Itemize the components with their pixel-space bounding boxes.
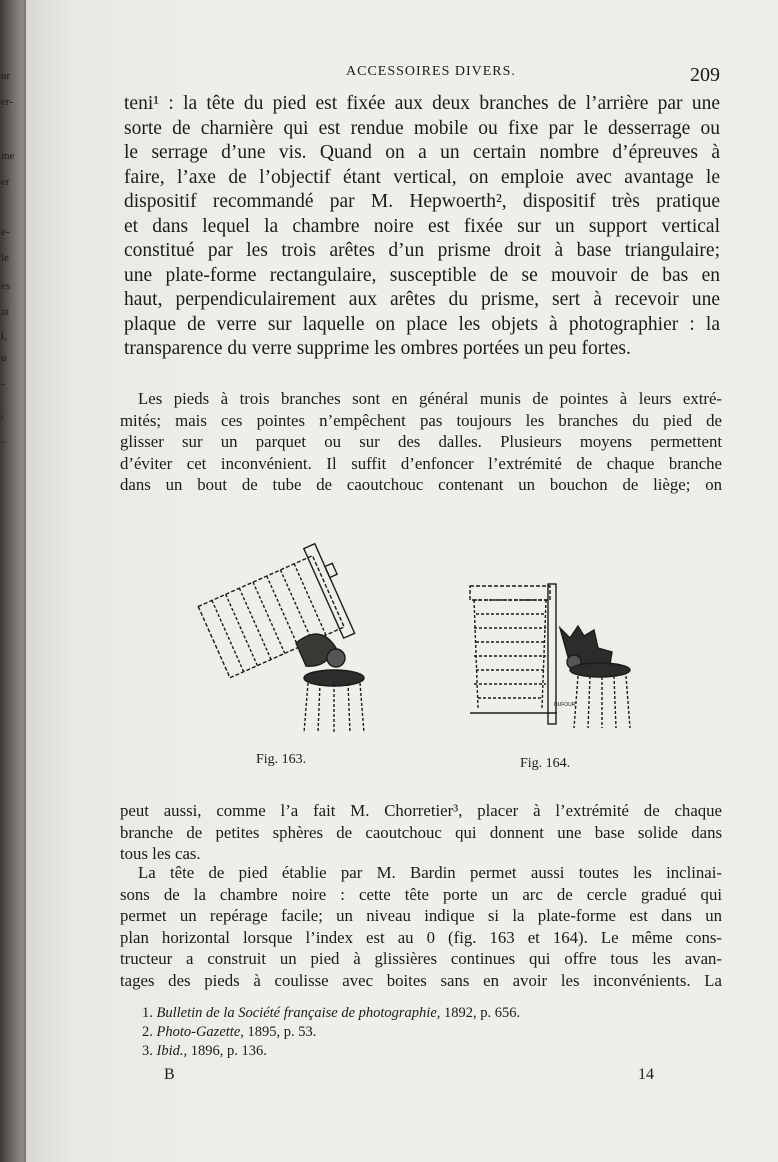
text-line: glisser sur un parquet ou sur des dalles. Plusieurs moyens permettent (120, 432, 722, 451)
text-line: peut aussi, comme l’a fait M. Chorretier³, placer à l’extrémité de chaque (120, 801, 722, 820)
text-line: Les pieds à trois branches sont en général munis de pointes à leurs extré- (138, 389, 722, 408)
signature-mark: B (164, 1066, 175, 1083)
text-line: plaque de verre sur laquelle on place les objets à photographier : la (124, 313, 720, 335)
margin-fragment: ; (1, 408, 5, 420)
text-line: permet un repérage facile; un niveau indique si la plate-forme est dans un (120, 906, 722, 925)
text-line: plan horizontal lorsque l’index est au 0 (fig. 163 et 164). Le même cons- (120, 927, 722, 947)
text-line: d’éviter cet inconvénient. Il suffit d’enfoncer l’extrémité de chaque branche (120, 453, 722, 473)
footnote-2: 2. Photo-Gazette, 1895, p. 53. (142, 1024, 317, 1040)
sheet-number: 14 (638, 1066, 654, 1083)
margin-fragment: ur (1, 70, 11, 82)
engraver-mark: DUFOUR (554, 702, 576, 708)
margin-fragment: er- (1, 96, 13, 108)
text-line: dans un bout de tube de caoutchouc contenant un bouchon de liège; on (120, 475, 722, 494)
text-line: constitué par les trois arêtes d’un prisme droit à base triangulaire; (124, 240, 720, 261)
paragraph-1 (124, 92, 720, 362)
figure-164-camera-vertical (462, 578, 642, 738)
previous-page-edge (0, 0, 26, 1162)
margin-fragment: - (1, 378, 5, 390)
margin-fragment: er (1, 176, 10, 188)
page-number: 209 (690, 64, 720, 86)
text-line: et dans lequel la chambre noire est fixée sur un support vertical (124, 215, 720, 237)
footnote-3: 3. Ibid., 1896, p. 136. (142, 1043, 267, 1059)
text-line: transparence du verre supprime les ombres portées un peu fortes. (124, 338, 631, 359)
text-line: teni¹ : la tête du pied est fixée aux deux branches de l’arrière par une (124, 93, 720, 114)
margin-fragment: at (1, 306, 9, 318)
text-line: haut, perpendiculairement aux arêtes du prisme, sert à recevoir une (124, 289, 720, 310)
text-line: faire, l’axe de l’objectif étant vertical, on emploie avec avantage le (124, 166, 720, 188)
text-line: La tête de pied établie par M. Bardin permet aussi toutes les inclinai- (138, 863, 722, 882)
text-line: sons de la chambre noire : cette tête porte un arc de cercle gradué qui (120, 884, 722, 904)
text-line: tructeur a construit un pied à glissières continues qui offre tous les avan- (120, 949, 722, 968)
book-page (26, 0, 778, 1162)
text-line: branche de petites sphères de caoutchouc qui donnent une base solide dans (120, 822, 722, 842)
margin-fragment: le (1, 252, 9, 264)
margin-fragment: es (1, 280, 11, 292)
figure-163-caption: Fig. 163. (256, 752, 307, 767)
paragraph-2 (120, 388, 722, 496)
footnote-1: 1. Bulletin de la Société française de photographie, 1892, p. 656. (142, 1005, 521, 1021)
text-line: sorte de charnière qui est rendue mobile ou fixe par le desserrage ou (124, 117, 720, 139)
text-line: une plate-forme rectangulaire, susceptible de se mouvoir de bas en (124, 264, 720, 286)
margin-fragment: - (1, 436, 5, 448)
text-line: tages des pieds à coulisse avec boites sans en avoir les inconvénients. La (120, 970, 722, 990)
margin-fragment: e- (1, 226, 10, 238)
text-line: dispositif recommandé par M. Hepwoerth², dispositif très pratique (124, 191, 720, 212)
margin-fragment: me (1, 150, 15, 162)
paragraph-3 (120, 800, 722, 865)
paragraph-4 (120, 862, 722, 991)
figure-164-caption: Fig. 164. (520, 756, 571, 771)
figure-163-camera-tilted (186, 518, 376, 738)
text-line: mités; mais ces pointes n’empêchent pas toujours les branches du pied de (120, 410, 722, 430)
text-line: tous les cas. (120, 844, 201, 863)
margin-fragment: l, (1, 330, 7, 342)
running-title: ACCESSOIRES DIVERS. (346, 64, 516, 79)
text-line: le serrage d’une vis. Quand on a un certain nombre d’épreuves à (124, 142, 720, 163)
margin-fragment: u (1, 352, 7, 364)
